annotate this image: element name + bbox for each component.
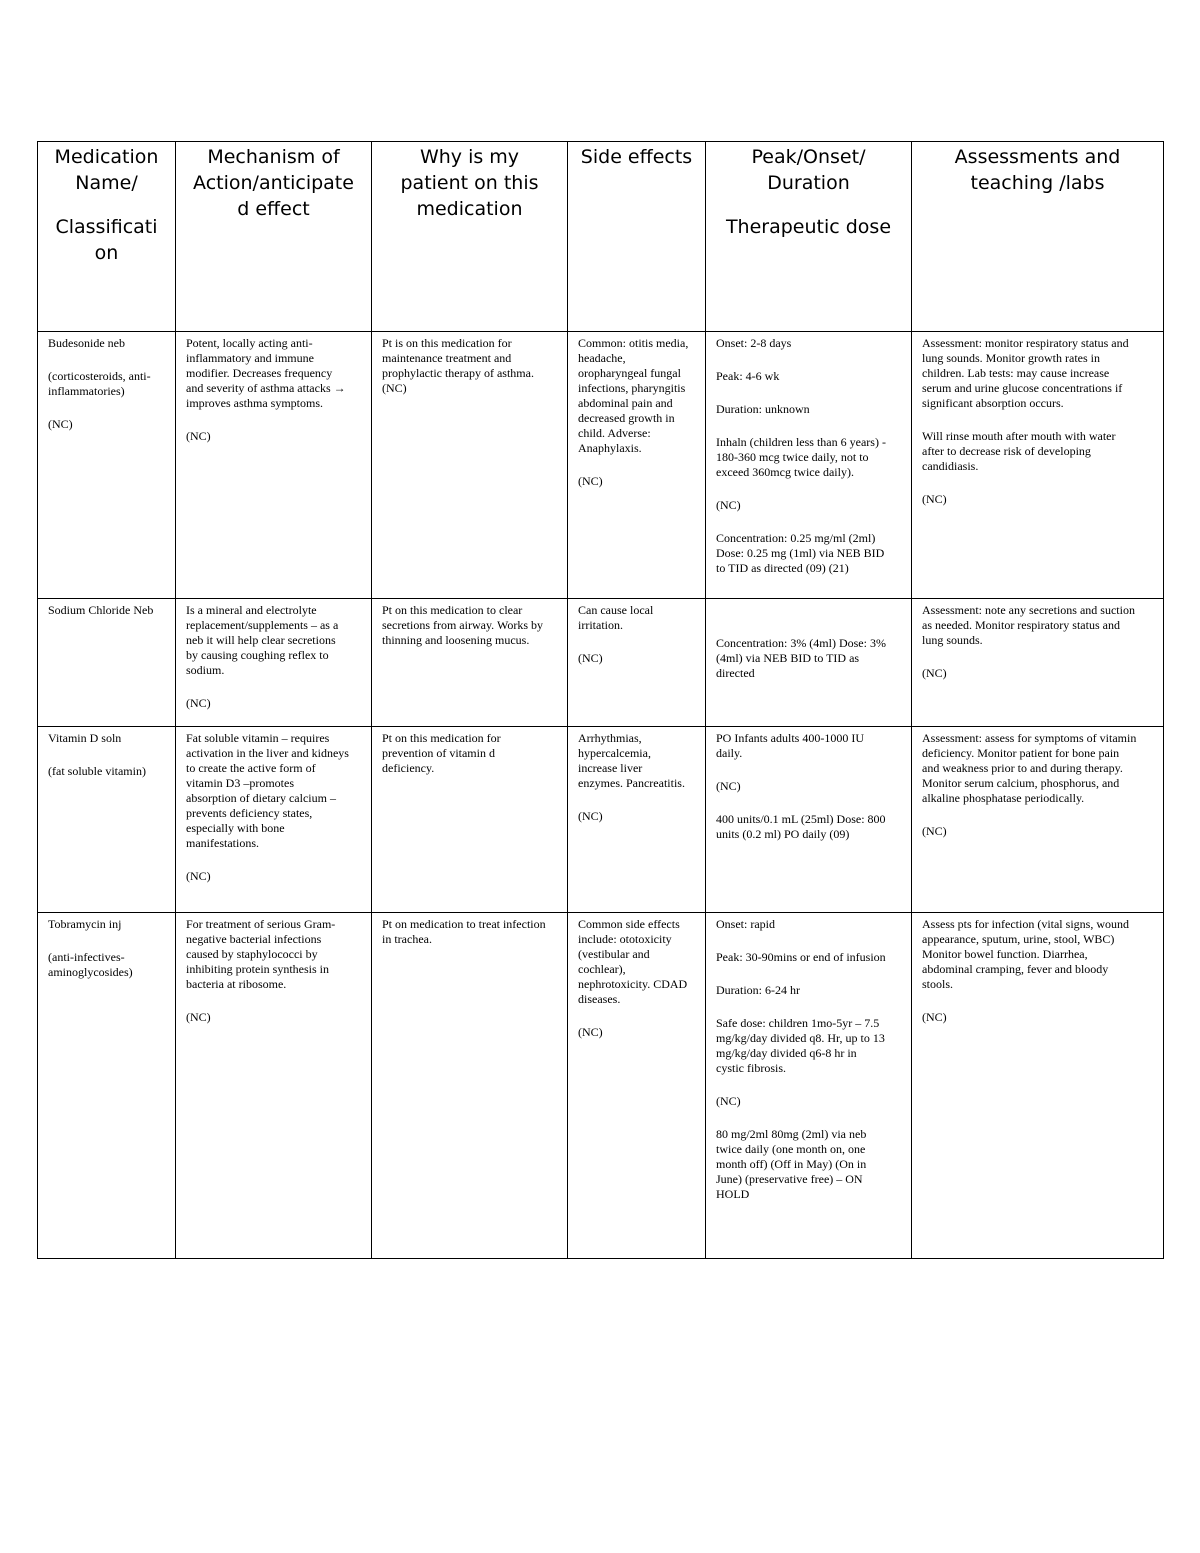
cell-text: Pt on this medication for prevention of vitamin d deficiency. xyxy=(382,731,501,775)
cell-mechanism xyxy=(176,913,372,1259)
cell-text: (anti-infectives- aminoglycosides) xyxy=(48,950,133,979)
cell-text: 400 units/0.1 mL (25ml) Dose: 800 units (0.2 ml) PO daily (09) xyxy=(716,812,886,841)
header-text: Why is my xyxy=(419,146,520,168)
cell-text: Assessment: note any secretions and suction as needed. Monitor respiratory status and lung sounds. xyxy=(922,603,1135,647)
cell-peak xyxy=(706,913,912,1259)
cell-text: Budesonide neb xyxy=(48,336,125,350)
header-text: Mechanism of xyxy=(207,146,340,168)
cell-assessments xyxy=(912,913,1164,1259)
cell-text: Assessment: monitor respiratory status and lung sounds. Monitor growth rates in children. Lab tests: may cause increase serum and urine glucose concentrations if significant absorption occurs. xyxy=(922,336,1129,410)
cell-text: Common: otitis media, headache, oropharyngeal fungal infections, pharyngitis abdominal pain and decreased growth in child. Adverse: Anaphylaxis. xyxy=(578,336,689,455)
cell-medication xyxy=(38,727,176,913)
cell-peak xyxy=(706,599,912,727)
cell-why xyxy=(372,913,568,1259)
cell-text: Inhaln (children less than 6 years) - 180-360 mcg twice daily, not to exceed 360mcg twice daily). xyxy=(716,435,886,479)
cell-medication xyxy=(38,332,176,599)
header-assessments xyxy=(912,142,1164,332)
cell-text: Assess pts for infection (vital signs, wound appearance, sputum, urine, stool, WBC) Monitor bowel function. Diarrhea, abdominal cramping, fever and bloody stools. xyxy=(922,917,1129,991)
cell-mechanism xyxy=(176,332,372,599)
cell-text: Tobramycin inj xyxy=(48,917,122,931)
cell-text: Vitamin D soln xyxy=(48,731,122,745)
cell-text: Pt on this medication to clear secretions from airway. Works by thinning and loosening mucus. xyxy=(382,603,543,647)
cell-text: Concentration: 0.25 mg/ml (2ml) Dose: 0.25 mg (1ml) via NEB BID to TID as directed (09) (21) xyxy=(716,531,885,575)
cell-peak xyxy=(706,332,912,599)
cell-assessments xyxy=(912,599,1164,727)
cell-text: Fat soluble vitamin – requires activation in the liver and kidneys to create the active form of vitamin D3 –promotes absorption of dietary calcium – prevents deficiency states, especially with bone manifestations. xyxy=(186,731,349,850)
header-text: Peak/Onset/ xyxy=(751,146,866,168)
cell-medication xyxy=(38,913,176,1259)
cell-text: (NC) xyxy=(922,492,947,506)
cell-text: (NC) xyxy=(186,1010,211,1024)
cell-text: Onset: 2-8 days xyxy=(716,336,792,350)
header-side-effects xyxy=(568,142,706,332)
cell-text: 80 mg/2ml 80mg (2ml) via neb twice daily (one month on, one month off) (Off in May) (On in June) (preservative free) – ON HOLD xyxy=(716,1127,867,1201)
cell-text: Concentration: 3% (4ml) Dose: 3% (4ml) via NEB BID to TID as directed xyxy=(716,636,886,680)
cell-text: Onset: rapid xyxy=(716,917,775,931)
header-text: Side effects xyxy=(580,146,693,168)
cell-why xyxy=(372,332,568,599)
cell-text: (NC) xyxy=(922,824,947,838)
cell-text xyxy=(716,603,903,618)
cell-text: Duration: unknown xyxy=(716,402,810,416)
cell-text: Can cause local irritation. xyxy=(578,603,654,632)
cell-medication xyxy=(38,599,176,727)
cell-text: Peak: 4-6 wk xyxy=(716,369,780,383)
header-text: Duration xyxy=(767,172,850,194)
cell-peak xyxy=(706,727,912,913)
cell-why xyxy=(372,727,568,913)
cell-text: (NC) xyxy=(716,1094,741,1108)
table-row xyxy=(38,727,1164,913)
cell-text: (NC) xyxy=(922,666,947,680)
header-text: Action/anticipate xyxy=(193,172,354,194)
cell-text: (NC) xyxy=(186,429,211,443)
cell-side-effects xyxy=(568,332,706,599)
cell-text: (NC) xyxy=(716,779,741,793)
header-mechanism xyxy=(176,142,372,332)
table-row xyxy=(38,332,1164,599)
cell-text: (corticosteroids, anti- inflammatories) xyxy=(48,369,151,398)
cell-text: (NC) xyxy=(578,1025,603,1039)
header-text: teaching /labs xyxy=(970,172,1105,194)
header-text: Medication xyxy=(54,146,159,168)
header-peak-onset-duration xyxy=(706,142,912,332)
cell-text: For treatment of serious Gram- negative bacterial infections caused by staphylococci by inhibiting protein synthesis in bacteria at ribosome. xyxy=(186,917,336,991)
cell-text: (NC) xyxy=(578,651,603,665)
cell-text: Safe dose: children 1mo-5yr – 7.5 mg/kg/day divided q8. Hr, up to 13 mg/kg/day divided q6-8 hr in cystic fibrosis. xyxy=(716,1016,885,1075)
header-text: medication xyxy=(416,198,523,220)
table-header-row xyxy=(38,142,1164,332)
cell-text: (NC) xyxy=(186,696,211,710)
cell-mechanism xyxy=(176,599,372,727)
table-row xyxy=(38,913,1164,1259)
cell-text: (NC) xyxy=(578,474,603,488)
header-text: d effect xyxy=(237,198,310,220)
cell-text: (NC) xyxy=(716,498,741,512)
cell-side-effects xyxy=(568,727,706,913)
cell-text: Pt is on this medication for maintenance treatment and prophylactic therapy of asthma. (NC) xyxy=(382,336,534,395)
header-text: Name/ xyxy=(75,172,138,194)
cell-text: PO Infants adults 400-1000 IU daily. xyxy=(716,731,864,760)
cell-assessments xyxy=(912,727,1164,913)
header-text: Assessments and xyxy=(954,146,1121,168)
cell-text: Duration: 6-24 hr xyxy=(716,983,800,997)
medication-table xyxy=(37,141,1164,1259)
cell-mechanism xyxy=(176,727,372,913)
cell-text: Potent, locally acting anti- inflammatory and immune modifier. Decreases frequency and severity of asthma attacks → improves asthma symptoms. xyxy=(186,336,346,410)
cell-text: Pt on medication to treat infection in trachea. xyxy=(382,917,546,946)
cell-text: (fat soluble vitamin) xyxy=(48,764,146,778)
cell-text: Assessment: assess for symptoms of vitamin deficiency. Monitor patient for bone pain and weakness prior to and during therapy. Monitor serum calcium, phosphorus, and alkaline phosphatase periodically. xyxy=(922,731,1137,805)
cell-text: Sodium Chloride Neb xyxy=(48,603,154,617)
header-text: Classificati xyxy=(55,216,158,238)
cell-text: (NC) xyxy=(922,1010,947,1024)
cell-text: Common side effects include: ototoxicity (vestibular and cochlear), nephrotoxicity. CDAD diseases. xyxy=(578,917,688,1006)
cell-side-effects xyxy=(568,599,706,727)
header-text: on xyxy=(94,242,119,264)
header-medication xyxy=(38,142,176,332)
cell-assessments xyxy=(912,332,1164,599)
cell-side-effects xyxy=(568,913,706,1259)
cell-text: (NC) xyxy=(48,417,73,431)
cell-text: Peak: 30-90mins or end of infusion xyxy=(716,950,886,964)
header-text: Therapeutic dose xyxy=(725,216,892,238)
cell-text: Arrhythmias, hypercalcemia, increase liver enzymes. Pancreatitis. xyxy=(578,731,685,790)
cell-text: Is a mineral and electrolyte replacement/supplements – as a neb it will help clear secretions by causing coughing reflex to sodium. xyxy=(186,603,339,677)
header-text: patient on this xyxy=(400,172,539,194)
cell-why xyxy=(372,599,568,727)
header-why xyxy=(372,142,568,332)
cell-text: Will rinse mouth after mouth with water after to decrease risk of developing candidiasis. xyxy=(922,429,1116,473)
cell-text: (NC) xyxy=(578,809,603,823)
table-row xyxy=(38,599,1164,727)
cell-text: (NC) xyxy=(186,869,211,883)
